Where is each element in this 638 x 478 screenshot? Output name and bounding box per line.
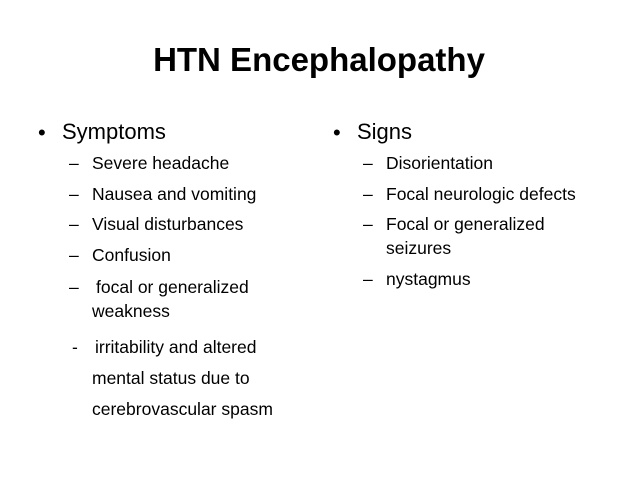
dash-icon: – — [363, 214, 373, 234]
symptom-extra-line: mental status due to — [92, 368, 250, 388]
hyphen-icon: - — [72, 337, 78, 357]
signs-heading: Signs — [357, 119, 413, 144]
dash-icon: – — [363, 269, 373, 289]
dash-icon: – — [69, 277, 79, 297]
symptom-item-continuation: weakness — [92, 301, 170, 321]
symptom-item: Severe headache — [92, 153, 230, 173]
sign-item: Disorientation — [386, 153, 493, 173]
dash-icon: – — [363, 184, 373, 204]
dash-icon: – — [363, 153, 373, 173]
symptoms-heading: Symptoms — [62, 119, 166, 144]
symptom-item: Visual disturbances — [92, 214, 244, 234]
symptom-extra-line: cerebrovascular spasm — [92, 399, 273, 419]
symptom-item: focal or generalized — [96, 277, 249, 297]
sign-item: Focal neurologic defects — [386, 184, 576, 204]
symptom-extra-line: irritability and altered — [95, 337, 257, 357]
bullet-icon: • — [333, 120, 341, 145]
sign-item-continuation: seizures — [386, 238, 452, 258]
dash-icon: – — [69, 184, 79, 204]
sign-item: Focal or generalized — [386, 214, 545, 234]
symptom-item: Confusion — [92, 245, 171, 265]
bullet-icon: • — [38, 120, 46, 145]
symptom-item: Nausea and vomiting — [92, 184, 257, 204]
dash-icon: – — [69, 153, 79, 173]
sign-item: nystagmus — [386, 269, 471, 289]
dash-icon: – — [69, 214, 79, 234]
slide-title: HTN Encephalopathy — [153, 41, 485, 78]
dash-icon: – — [69, 245, 79, 265]
